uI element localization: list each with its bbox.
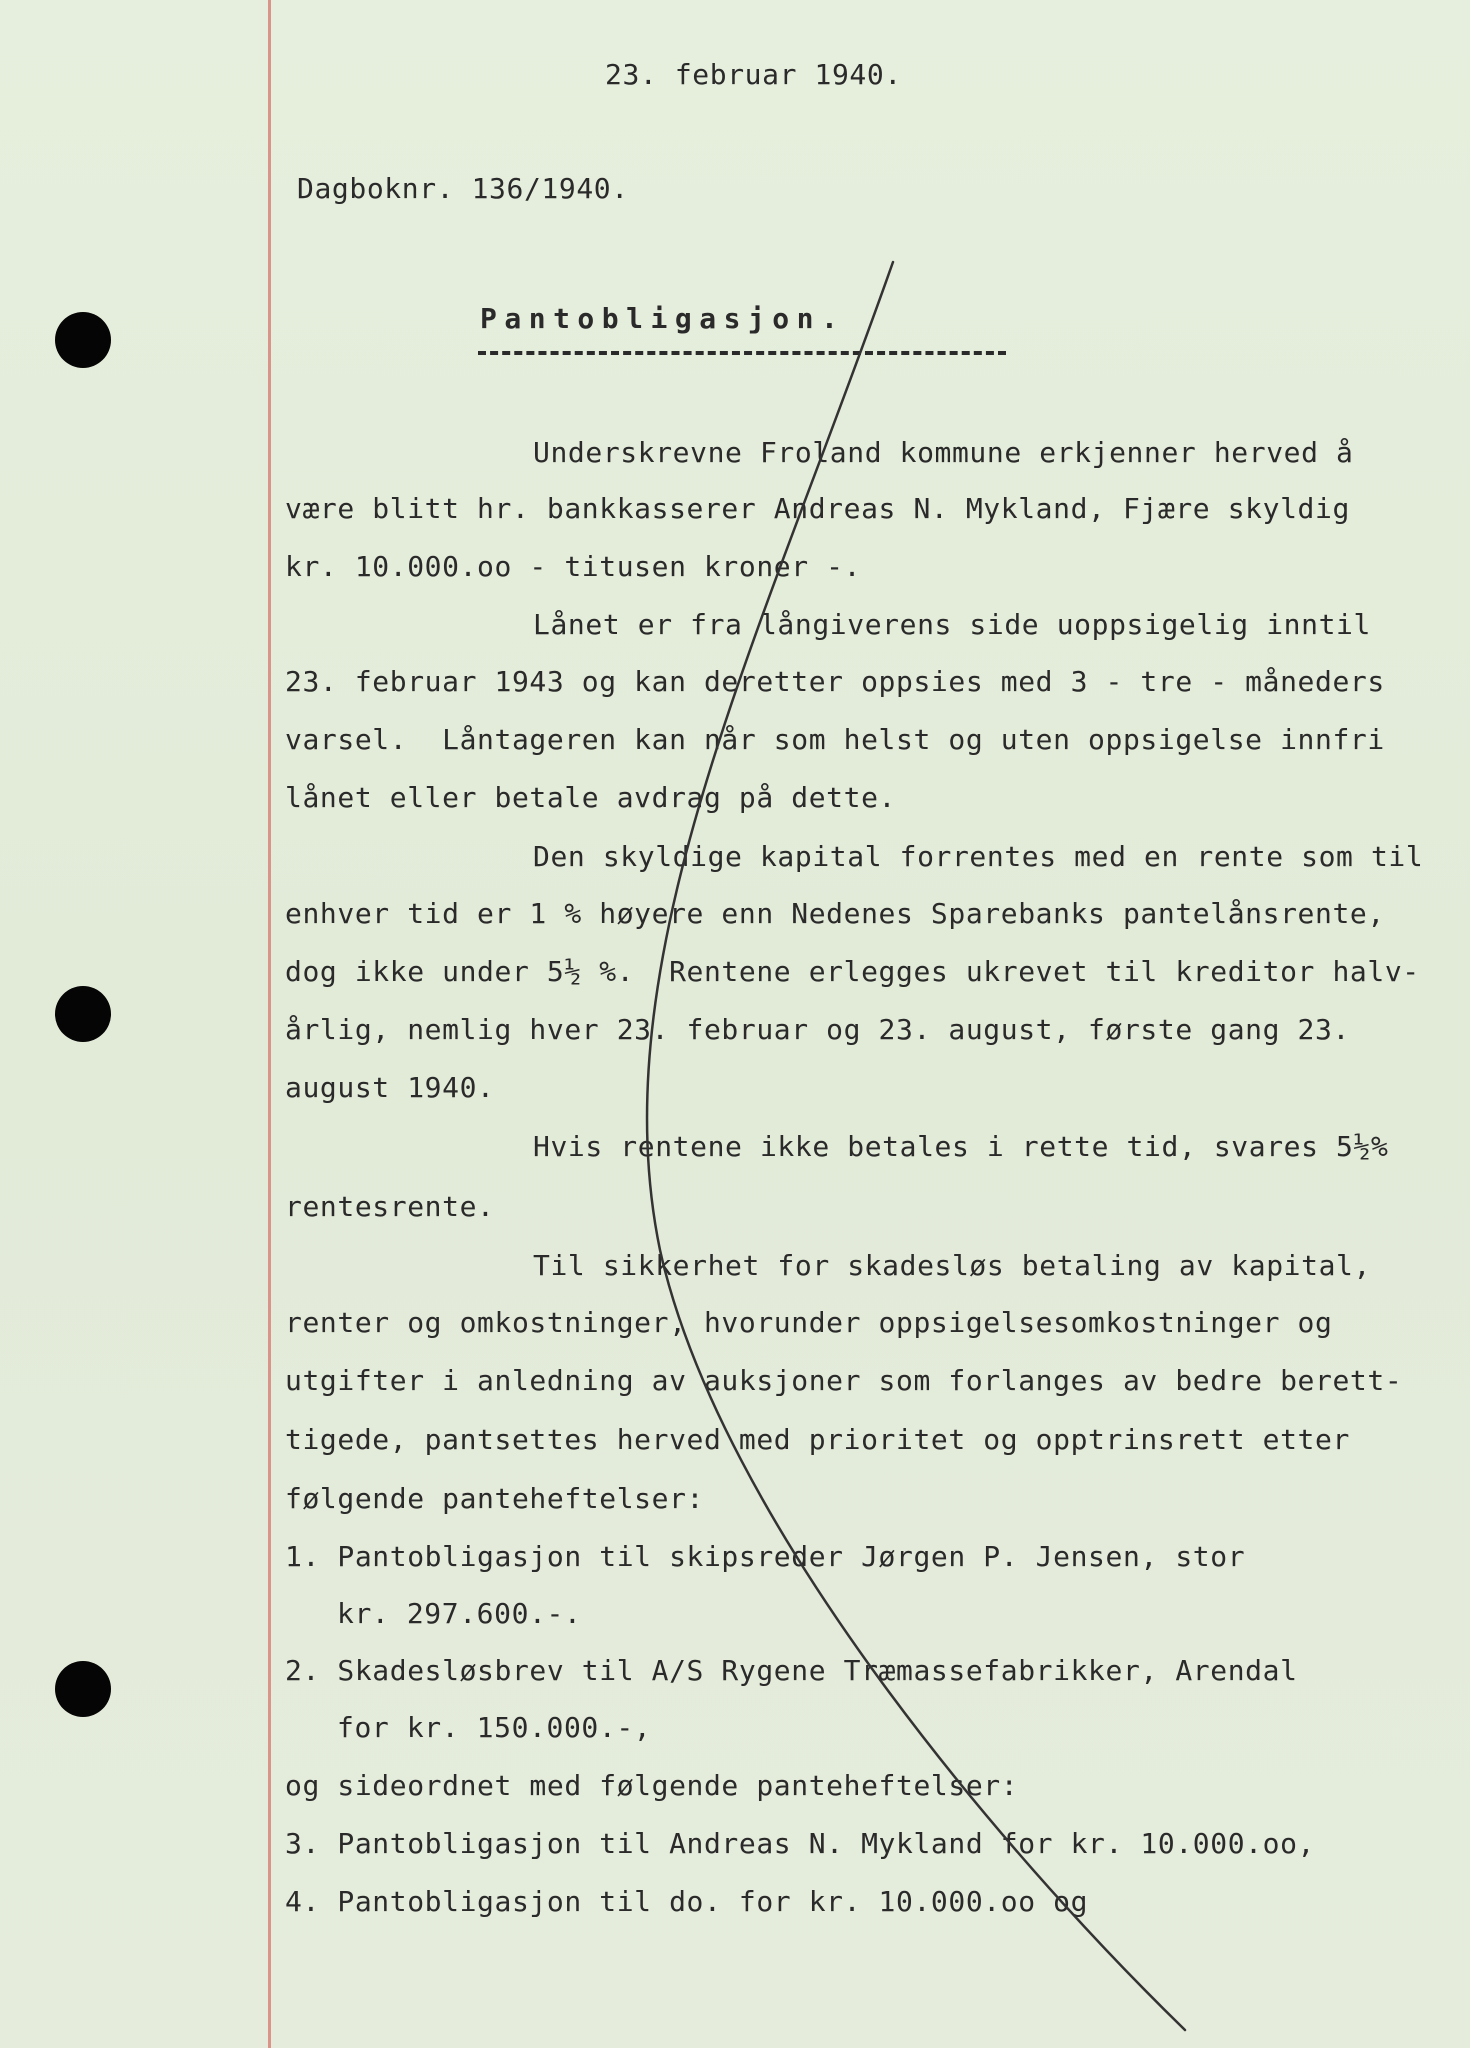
text-line: Lånet er fra långiverens side uoppsigelig inntil — [533, 608, 1371, 641]
text-line: utgifter i anledning av auksjoner som forlanges av bedre berett- — [285, 1364, 1403, 1397]
punch-hole — [55, 986, 111, 1042]
text-line: kr. 10.000.oo - titusen kroner -. — [285, 550, 862, 583]
text-line: august 1940. — [285, 1071, 495, 1104]
text-line: lånet eller betale avdrag på dette. — [285, 781, 897, 814]
margin-rule — [268, 0, 271, 2048]
text-line: varsel. Låntageren kan når som helst og uten oppsigelse innfri — [285, 723, 1385, 756]
text-line: tigede, pantsettes herved med prioritet og opptrinsrett etter — [285, 1423, 1350, 1456]
text-line: Den skyldige kapital forrentes med en rente som til — [533, 840, 1424, 873]
text-line: rentesrente. — [285, 1190, 495, 1223]
punch-hole — [55, 312, 111, 368]
text-line: årlig, nemlig hver 23. februar og 23. august, første gang 23. — [285, 1013, 1350, 1046]
document-title: Pantobligasjon. — [480, 302, 846, 335]
text-line: være blitt hr. bankkasserer Andreas N. Mykland, Fjære skyldig — [285, 492, 1350, 525]
text-line: dog ikke under 5½ %. Rentene erlegges ukrevet til kreditor halv- — [285, 955, 1420, 988]
text-line: og sideordnet med følgende panteheftelser: — [285, 1769, 1019, 1802]
text-line: Hvis rentene ikke betales i rette tid, svares 5½% — [533, 1130, 1389, 1163]
text-line: følgende panteheftelser: — [285, 1482, 704, 1515]
list-item: 2. Skadesløsbrev til A/S Rygene Træmassefabrikker, Arendal — [285, 1654, 1298, 1687]
list-item: 1. Pantobligasjon til skipsreder Jørgen P. Jensen, stor — [285, 1540, 1246, 1573]
text-line: 23. februar 1943 og kan deretter oppsies med 3 - tre - måneders — [285, 665, 1385, 698]
document-date: 23. februar 1940. — [605, 58, 902, 91]
text-line: Til sikkerhet for skadesløs betaling av kapital, — [533, 1249, 1371, 1282]
text-line: renter og omkostninger, hvorunder oppsigelsesomkostninger og — [285, 1306, 1333, 1339]
text-line: Underskrevne Froland kommune erkjenner herved å — [533, 436, 1354, 469]
title-underline — [478, 351, 1006, 355]
journal-number: Dagboknr. 136/1940. — [297, 172, 629, 205]
list-item: 4. Pantobligasjon til do. for kr. 10.000.oo og — [285, 1885, 1089, 1918]
list-item-continuation: kr. 297.600.-. — [337, 1597, 582, 1630]
list-item: 3. Pantobligasjon til Andreas N. Mykland for kr. 10.000.oo, — [285, 1827, 1315, 1860]
text-line: enhver tid er 1 % høyere enn Nedenes Sparebanks pantelånsrente, — [285, 897, 1385, 930]
punch-hole — [55, 1661, 111, 1717]
list-item-continuation: for kr. 150.000.-, — [337, 1711, 652, 1744]
